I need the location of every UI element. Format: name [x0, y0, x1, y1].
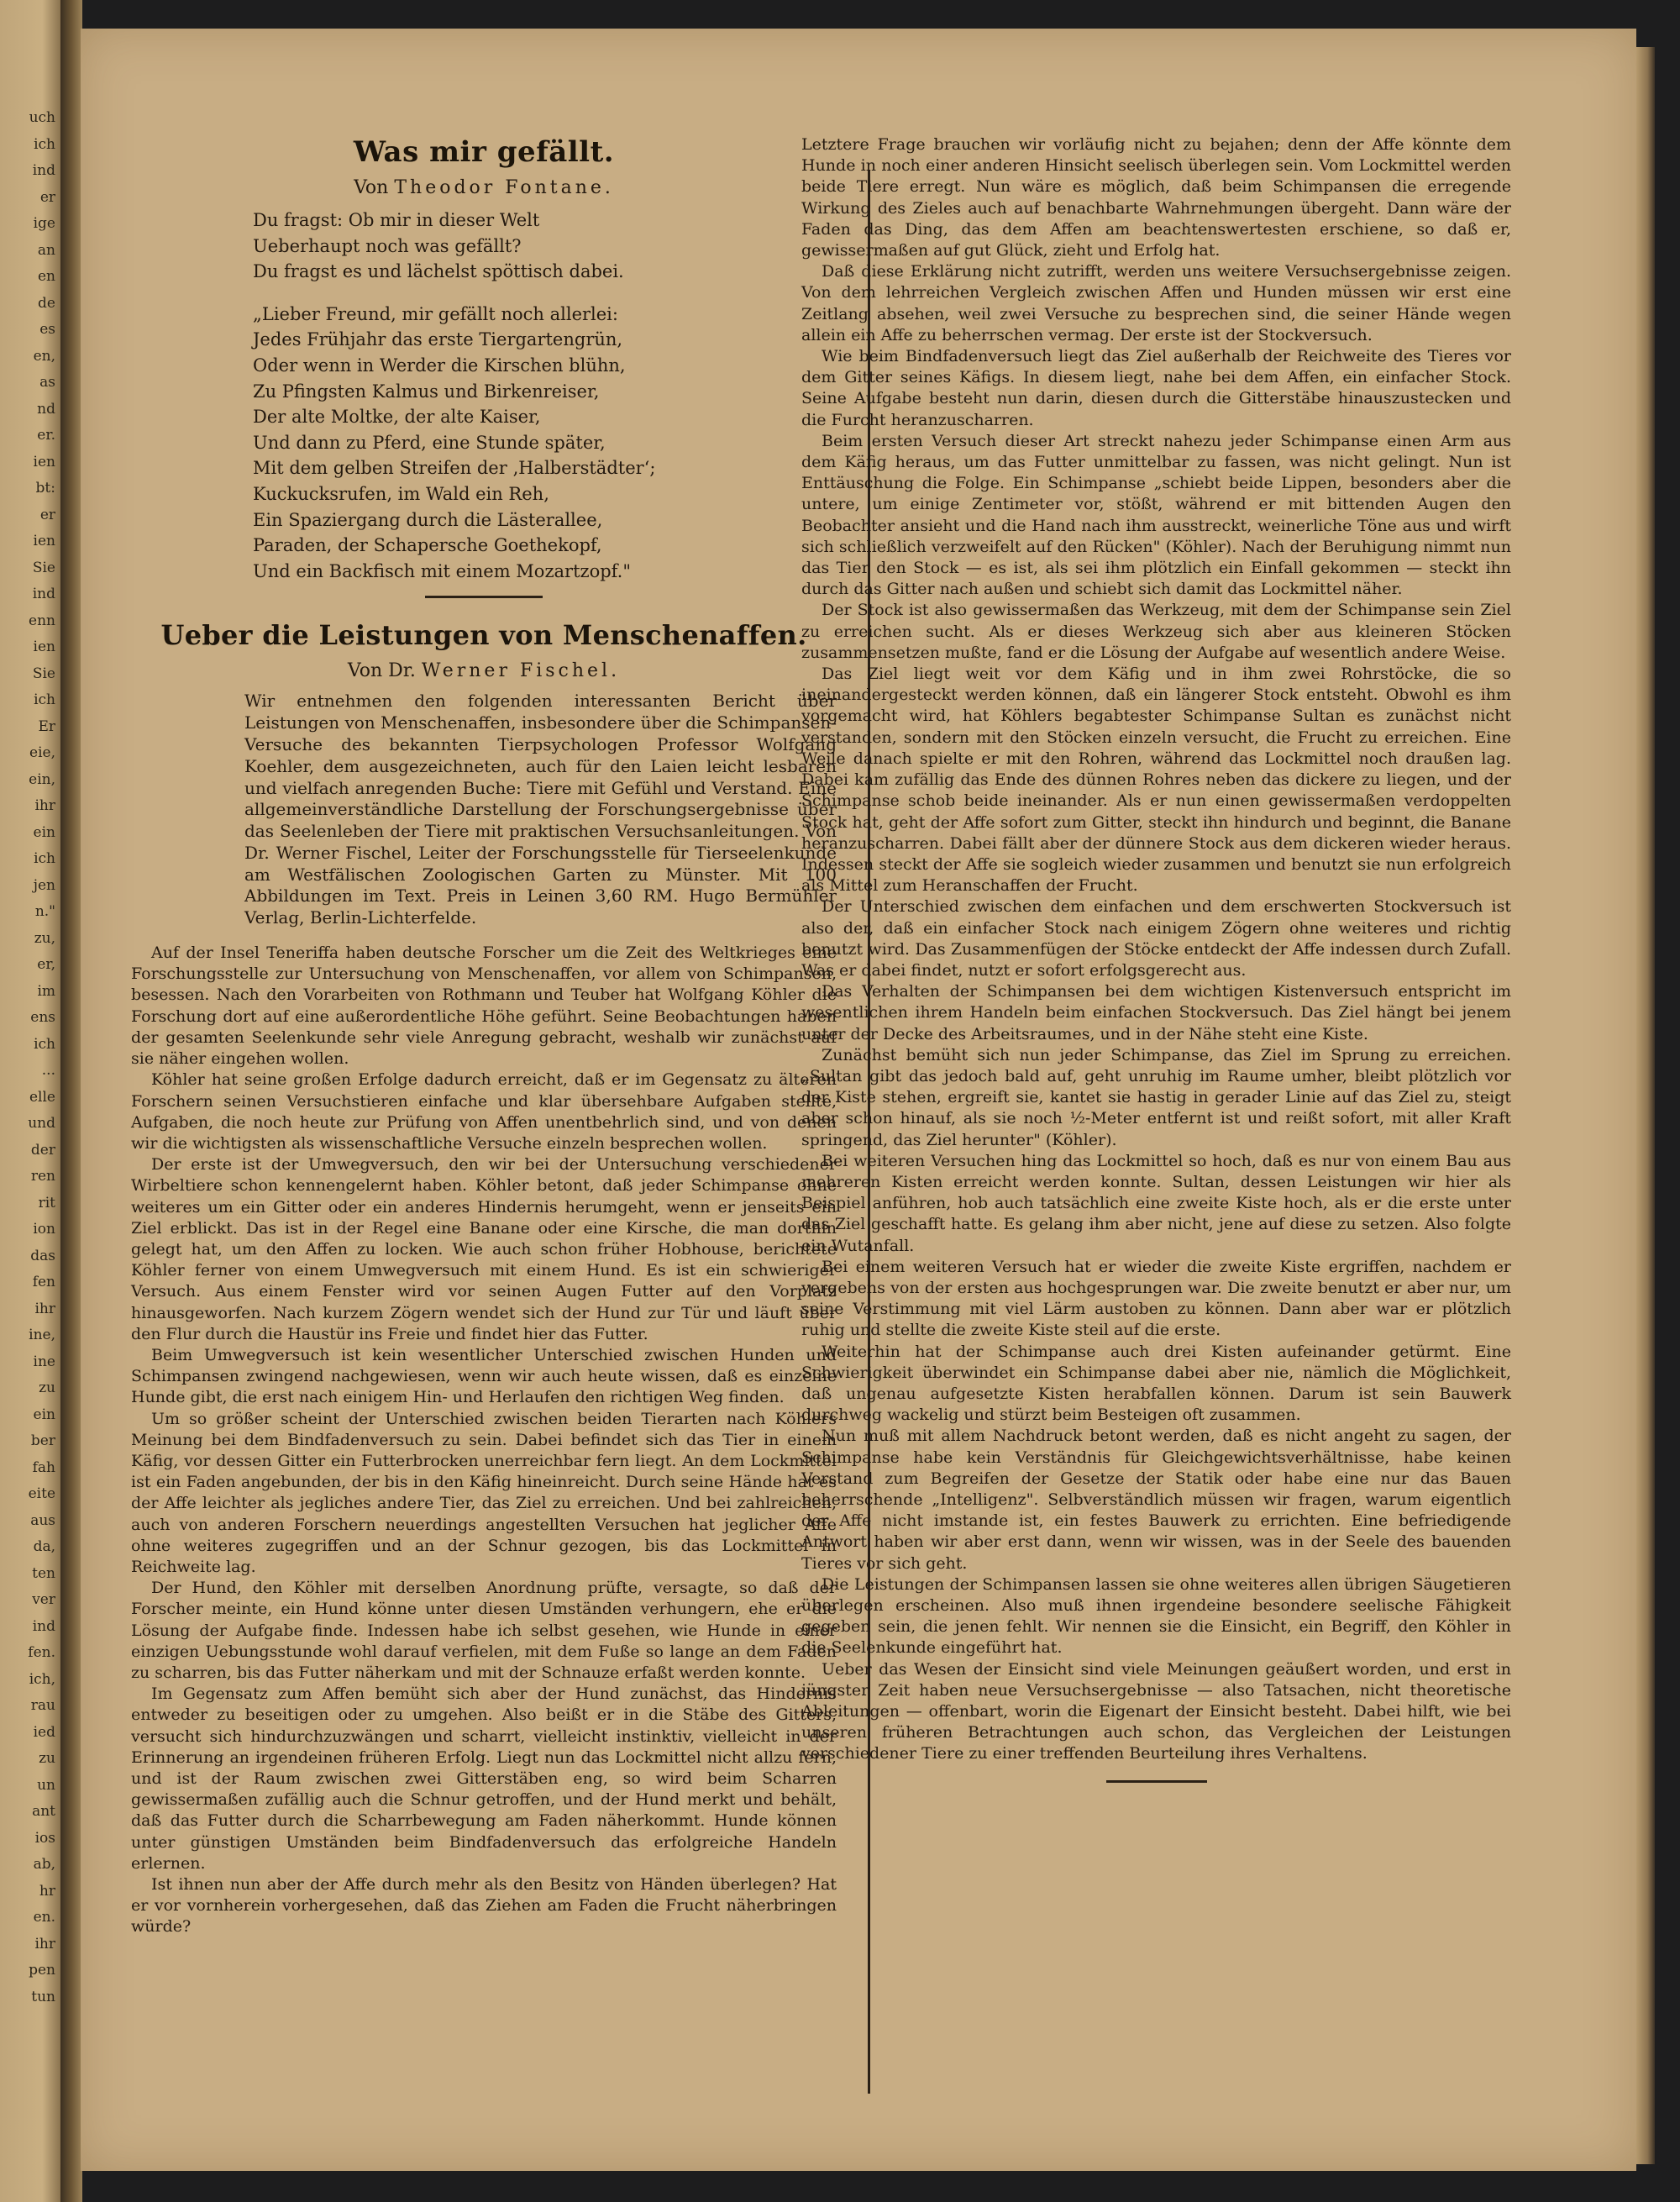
article-paragraph: Im Gegensatz zum Affen bemüht sich aber der Hund zunächst, das Hindernis entweder zu beseitigen oder zu umgehen. Also beißt er in die Stäbe des Gitters, versucht sich hindurchzuzwängen und scharrt, vielleicht instinktiv, vielleicht in der Erinnerung an irgendeinen früheren Erfolg. Liegt nun das Lockmittel nicht allzu fern, und ist der Raum zwischen zwei Gitterstäben eng, so wird beim Scharren gewissermaßen zufällig auch die Schnur getroffen, und der Hund merkt und behält, daß das Futter durch die Scharrbewegung am Faden näherkommt. Hunde können unter günstigen Umständen beim Bindfadenversuch das erfolgreiche Handeln erlernen.	[131, 1684, 837, 1873]
poem-line: Ein Spaziergang durch die Lästerallee,	[253, 509, 603, 530]
previous-page-fragment: ion	[33, 1221, 55, 1238]
poem-line: Du fragst: Ob mir in dieser Welt	[253, 210, 540, 230]
previous-page-fragment: nd	[37, 400, 55, 418]
previous-page-fragment: ich	[34, 1035, 55, 1053]
article-blurb: Wir entnehmen den folgenden interessanten Bericht über Leistungen von Menschenaffen, insbesondere über die Schimpansen-Versuche des bekannten Tierpsychologen Professor Wolfgang Koehler, dem ausgezeichneten, auch für den Laien leicht lesbaren und vielfach anregenden Buche: Tiere mit Gefühl und Verstand. Eine allgemeinverständliche Darstellung der Forschungsergebnisse über das Seelenleben der Tiere mit praktischen Versuchsanleitungen. Von Dr. Werner Fischel, Leiter der Forschungsstelle für Tierseelenkunde am Westfälischen Zoologischen Garten zu Münster. Mit 100 Abbildungen im Text. Preis in Leinen 3,60 RM. Hugo Bermühler Verlag, Berlin-Lichterfelde.	[244, 691, 837, 928]
previous-page-fragment: ich	[34, 691, 55, 708]
article-paragraph: Der Unterschied zwischen dem einfachen und dem erschwerten Stockversuch ist also der, daß ein einfacher Stock nach einigem Zögern ohne weiteres und richtig benutzt wird. Das Zusammenfügen der Stöcke entdeckt der Affe indessen durch Zufall. Was er dabei findet, nutzt er sofort erfolgsgerecht aus.	[801, 897, 1511, 980]
previous-page-fragment: ind	[32, 162, 55, 179]
article-paragraph: Bei einem weiteren Versuch hat er wieder die zweite Kiste ergriffen, nachdem er vergebens von der ersten aus hochgesprungen war. Die zweite benutzt er aber nur, um seine Verstimmung mit viel Lärm austoben zu können. Dann aber war er plötzlich ruhig und stellte die zweite Kiste steil auf die erste.	[801, 1257, 1511, 1340]
previous-page-fragment: ios	[34, 1829, 55, 1847]
previous-page-fragment: ber	[30, 1432, 55, 1449]
previous-page-fragment: fen	[32, 1274, 55, 1290]
article-paragraph: Das Ziel liegt weit vor dem Käfig und in ihm zwei Rohrstöcke, die so ineinandergesteckt werden können, daß ein längerer Stock entsteht. Obwohl es ihm vorgemacht wird, hat Köhlers begabtester Schimpanse Sultan es zunächst nicht verstanden, sondern mit den Stöcken einzeln versucht, die Frucht zu erreichen. Eine Weile danach spielte er mit den Rohren, während das Lockmittel noch draußen lag. Dabei kam zufällig das Ende des dünnen Rohres neben das dickere zu liegen, und der Schimpanse schob beide ineinander. Als er nun einen gewissermaßen verdoppelten Stock hat, geht der Affe sofort zum Gitter, steckt ihn hindurch und beginnt, die Banane heranzuscharren. Dabei fällt aber der dünnere Stock aus dem dickeren wieder heraus. Indessen steckt der Affe sie sogleich wieder zusammen und benutzt sie nun erfolgreich als Mittel zum Heranschaffen der Frucht.	[801, 665, 1511, 896]
poem-line: Oder wenn in Werder die Kirschen blühn,	[253, 355, 626, 376]
right-column	[801, 134, 1511, 1783]
article-paragraph: Ueber das Wesen der Einsicht sind viele Meinungen geäußert worden, und erst in jüngster Zeit haben neue Versuchsergebnisse — also Tatsachen, nicht theoretische Ableitungen — offenbart, worin die Eigenart der Einsicht besteht. Dabei hilft, wie bei unseren früheren Betrachtungen auch schon, das Vergleichen der Leistungen verschiedener Tiere zu einer treffenden Beurteilung ihres Verhaltens.	[801, 1659, 1511, 1763]
poem-line: Paraden, der Schapersche Goethekopf,	[253, 535, 602, 556]
previous-page-fragment: un	[37, 1776, 55, 1794]
article-author-name: Werner Fischel.	[421, 660, 621, 682]
article-end-separator	[1106, 1780, 1207, 1783]
previous-page-fragment: en,	[33, 347, 55, 365]
previous-page-fragment: ein	[33, 823, 55, 841]
poem-line: Der alte Moltke, der alte Kaiser,	[253, 407, 541, 428]
previous-page-fragment: tun	[31, 1988, 55, 2005]
article-paragraph: Zunächst bemüht sich nun jeder Schimpanse, das Ziel im Sprung zu erreichen. „Sultan gibt das jedoch bald auf, geht unruhig im Raume umher, bleibt plötzlich vor der Kiste stehen, ergreift sie, kantet sie hastig in gerader Linie auf das Ziel zu, steigt aber schon hinauf, als sie noch ½-Meter entfernt ist und reißt sofort, mit aller Kraft springend, das Ziel herunter" (Köhler).	[801, 1045, 1511, 1149]
poem-line: Und dann zu Pferd, eine Stunde später,	[253, 432, 606, 453]
previous-page-fragment: ens	[30, 1009, 55, 1026]
previous-page-fragment: bt:	[35, 480, 55, 497]
poem-title: Was mir gefällt.	[353, 135, 615, 169]
previous-page-fragment: n."	[34, 903, 55, 920]
previous-page-fragment: er.	[37, 427, 55, 444]
left-column	[131, 134, 837, 1938]
previous-page-fragment: ich,	[29, 1670, 55, 1688]
previous-page-fragment: ind	[32, 586, 55, 602]
article-paragraph: Bei weiteren Versuchen hing das Lockmittel so hoch, daß es nur von einem Bau aus mehreren Kisten erreicht werden konnte. Sultan, dessen Leistungen wir hier als Beispiel anführen, hob auch tatsächlich eine zweite Kiste hoch, als er die erste unter das Ziel geschafft hatte. Es gelang ihm aber nicht, jene auf diese zu setzen. Also folgte ein Wutanfall.	[801, 1151, 1511, 1255]
article-paragraph: Weiterhin hat der Schimpanse auch drei Kisten aufeinander getürmt. Eine Schwierigkeit überwindet ein Schimpanse dabei aber nie, nämlich die Möglichkeit, daß ungenau aufgesetzte Kisten herabfallen können. Darum ist sein Bauwerk durchweg wackelig und stürzt beim Besteigen oft zusammen.	[801, 1342, 1511, 1425]
previous-page-fragment: das	[30, 1247, 55, 1264]
previous-page-fragment: ver	[32, 1591, 55, 1608]
poem-line: Mit dem gelben Streifen der ‚Halberstädter‘;	[253, 458, 656, 479]
article-paragraph: Der Hund, den Köhler mit derselben Anordnung prüfte, versagte, so daß der Forscher meinte, ein Hund könne unter diesen Umständen verhungern, ehe er die Lösung der Aufgabe finde. Indessen habe ich selbst gesehen, wie Hunde in einer einzigen Uebungsstunde wohl darauf verfielen, mit dem Fuße so lange an dem Faden zu scharren, bis das Futter näherkam und mit der Schnauze erfaßt werden konnte.	[131, 1579, 837, 1682]
previous-page-fragment: er	[39, 506, 55, 523]
article-paragraph: Um so größer scheint der Unterschied zwischen beiden Tierarten nach Köhlers Meinung bei dem Bindfadenversuch zu sein. Dabei befindet sich das Tier in einem Käfig, vor dessen Gitter ein Futterbrocken unerreichbar fern liegt. An dem Lockmittel ist ein Faden angebunden, der bis in den Käfig hineinreicht. Durch seine Hände hat es der Affe leichter als jegliches andere Tier, das Ziel zu erreichen. Und bei zahlreichen, auch von anderen Forschern neuerdings angestellten Versuchen hat jeglicher Affe ohne weiteres zugegriffen und an der Schnur gezogen, bis das Lockmittel in Reichweite lag.	[131, 1409, 837, 1576]
poem-author-prefix: Von	[354, 177, 389, 198]
previous-page-fragment: ihr	[34, 1300, 55, 1317]
page-right-edge	[1636, 47, 1655, 2164]
previous-page-fragment: zu	[39, 1380, 55, 1396]
previous-page-fragment: fen.	[28, 1644, 55, 1661]
previous-page-fragment: ein,	[29, 770, 55, 788]
poem-line: Ueberhaupt noch was gefällt?	[253, 235, 522, 256]
poem-line: „Lieber Freund, mir gefällt noch allerlei:	[253, 303, 618, 324]
previous-page-fragment: ige	[33, 215, 55, 232]
previous-page-fragment: ine,	[29, 1327, 55, 1343]
poem-line: Du fragst es und lächelst spöttisch dabei.	[253, 261, 624, 282]
previous-page-fragment: an	[37, 241, 55, 259]
previous-page-fragment: ab,	[33, 1856, 55, 1873]
previous-page-fragment: es	[39, 321, 55, 338]
newspaper-page	[81, 29, 1636, 2171]
previous-page-fragment: rit	[38, 1194, 55, 1211]
previous-page-fragment: ien	[33, 533, 55, 549]
previous-page-fragment: en.	[33, 1909, 55, 1926]
previous-page-fragment: im	[37, 982, 55, 1000]
article-paragraph: Der erste ist der Umwegversuch, den wir bei der Untersuchung verschiedener Wirbeltiere schon kennengelernt haben. Köhler betont, daß jeder Schimpanse ohne weiteres um ein Gitter oder ein anderes Hindernis herumgeht, wenn er jenseits ein Ziel erblickt. Das ist in der Regel eine Banane oder eine Kirsche, die man dorthin gelegt hat, um den Affen zu locken. Wie auch schon früher Hobhouse, berichtete Köhler ferner von einem Umwegversuch mit einem Hund. Es ist ein schwieriger Versuch. Aus einem Fenster wird vor seinen Augen Futter auf den Vorplatz hinausgeworfen. Nach kurzem Zögern wendet sich der Hund zur Tür und läuft über den Flur durch die Haustür ins Freie und findet hier das Futter.	[131, 1155, 837, 1343]
previous-page-fragment: der	[30, 1141, 55, 1159]
previous-page-fragment: ein	[33, 1406, 55, 1423]
previous-page-fragment: elle	[29, 1088, 55, 1106]
previous-page-fragment: ien	[33, 453, 55, 470]
previous-page-fragment: uch	[29, 109, 55, 126]
article-paragraph: Köhler hat seine großen Erfolge dadurch erreicht, daß er im Gegensatz zu älteren Forschern seinen Versuchstieren einfache und klar übersehbare Aufgaben stellte, Aufgaben, die noch heute zur Prüfung von Affen unentbehrlich sind, und von denen wir die wichtigsten als wissenschaftliche Versuche einzeln besprechen wollen.	[131, 1070, 837, 1153]
previous-page-fragment: as	[39, 374, 55, 391]
previous-page-fragment: eite	[28, 1485, 55, 1502]
article-paragraph: Letztere Frage brauchen wir vorläufig nicht zu bejahen; denn der Affe könnte dem Hunde in noch einer anderen Hinsicht seelisch überlegen sein. Vom Lockmittel werden beide Tiere erregt. Nun wäre es möglich, daß beim Schimpansen die erregende Wirkung des Zieles auch auf benachbarte Wahrnehmungen übergeht. Dann wäre der Faden das Ding, das dem Affen am beachtenswertesten erschiene, so daß er, gewissermaßen auf gut Glück, zieht und Erfolg hat.	[801, 135, 1511, 260]
previous-page-fragment: zu,	[34, 929, 55, 947]
article-paragraph: Nun muß mit allem Nachdruck betont werden, daß es nicht angeht zu sagen, der Schimpanse habe kein Verständnis für Gleichgewichtsverhältnisse, habe keinen Verstand zum Begreifen der Gesetze der Statik oder habe eine nur das Bauen beherrschende „Intelligenz". Selbverständlich müssen wir fragen, warum eigentlich der Affe nicht imstande ist, ein festes Bauwerk zu errichten. Eine befriedigende Antwort haben wir aber erst dann, wenn wir wissen, was in der Seele des bauenden Tieres vor sich geht.	[801, 1427, 1511, 1573]
article-paragraph: Beim ersten Versuch dieser Art streckt nahezu jeder Schimpanse einen Arm aus dem Käfig heraus, um das Futter unmittelbar zu fassen, was nicht gelingt. Nun ist Enttäuschung die Folge. Ein Schimpanse „schiebt beide Lippen, besonders aber die untere, um einige Zentimeter vor, stößt, während er mit bittenden Augen den Beobachter ansieht und die Hand nach ihm ausstreckt, weinerliche Töne aus und wirft sich schließlich verzweifelt auf den Rücken" (Köhler). Nach der Beruhigung nimmt nun das Tier den Stock — es ist, als sei ihm plötzlich ein Einfall gekommen — steckt ihn durch das Gitter nach außen und schiebt sich damit das Lockmittel näher.	[801, 431, 1511, 599]
previous-page-fragment: aus	[30, 1511, 55, 1529]
previous-page-fragment: Sie	[32, 665, 55, 682]
previous-page-fragment: und	[28, 1115, 55, 1132]
previous-page-fragment: de	[38, 294, 55, 312]
article-author-prefix: Von Dr.	[347, 660, 416, 682]
article-title: Ueber die Leistungen von Menschenaffen.	[160, 619, 807, 652]
poem-line: Kuckucksrufen, im Wald ein Reh,	[253, 483, 549, 504]
previous-page-fragment: ant	[32, 1803, 55, 1820]
previous-page-fragment: ind	[32, 1617, 55, 1635]
article-author	[131, 657, 837, 686]
book-spine	[60, 0, 82, 2202]
poem-line: Und ein Backfisch mit einem Mozartzopf."	[253, 560, 632, 581]
previous-page-fragment: ten	[32, 1564, 55, 1582]
previous-page-fragment: ihr	[34, 1935, 55, 1952]
previous-page-fragment: Er	[38, 717, 55, 735]
poem-author-name: Theodor Fontane.	[394, 177, 614, 198]
previous-page-fragment: enn	[29, 612, 55, 629]
previous-page-fragment: ine	[33, 1353, 55, 1370]
poem-author	[131, 174, 837, 202]
previous-page-fragment: ien	[33, 639, 55, 655]
article-body-right	[801, 134, 1511, 1765]
previous-page-fragment: en	[37, 268, 55, 285]
article-paragraph: Der Stock ist also gewissermaßen das Werkzeug, mit dem der Schimpanse sein Ziel zu erreichen sucht. Als er dieses Werkzeug sich aber aus kleineren Stöcken zusammensetzen mußte, fand er die Lösung der Aufgabe auf wesentlich andere Weise.	[801, 601, 1511, 662]
poem-separator	[425, 596, 543, 598]
article-paragraph: Wie beim Bindfadenversuch liegt das Ziel außerhalb der Reichweite des Tieres vor dem Gitter seines Käfigs. In diesem liegt, nahe bei dem Affen, ein einfacher Stock. Seine Aufgabe besteht nun darin, diesen durch die Gitterstäbe hinauszustecken und die Furcht heranzuscharren.	[801, 347, 1511, 429]
article-paragraph: Beim Umwegversuch ist kein wesentlicher Unterschied zwischen Hunden und Schimpansen zwingend nachgewiesen, wenn wir auch heute wissen, daß es einzelne Hunde gibt, die erst nach einigem Hin- und Herlaufen den richtigen Weg finden.	[131, 1345, 837, 1407]
previous-page-fragment: er,	[37, 956, 55, 973]
previous-page-fragment: fah	[32, 1458, 55, 1476]
previous-page-fragment: Sie	[32, 559, 55, 576]
previous-page-edge	[0, 0, 60, 2202]
previous-page-fragment: zu	[39, 1750, 55, 1767]
previous-page-fragment: da,	[33, 1538, 55, 1555]
previous-page-fragment: ich	[34, 135, 55, 153]
article-paragraph: Auf der Insel Teneriffa haben deutsche Forscher um die Zeit des Weltkrieges eine Forschungsstelle zur Untersuchung von Menschenaffen, vor allem von Schimpansen, besessen. Nach den Vorarbeiten von Rothmann und Teuber hat Wolfgang Köhler die Forschung dort auf eine außerordentliche Höhe geführt. Seine Beobachtungen haben der gesamten Seelenkunde sehr viele Anregung gebracht, weshalb wir zunächst auf sie näher eingehen wollen.	[131, 943, 837, 1069]
previous-page-fragment: ich	[34, 850, 55, 867]
poem-line: Zu Pfingsten Kalmus und Birkenreiser,	[253, 381, 600, 402]
previous-page-fragment: ied	[33, 1723, 55, 1741]
stanza-gap	[253, 285, 837, 302]
article-paragraph: Das Verhalten der Schimpansen bei dem wichtigen Kistenversuch entspricht im wesentlichen ihrem Handeln beim einfachen Stockversuch. Das Ziel hängt bei jenem unter der Decke des Arbeitsraumes, und in der Nähe steht eine Kiste.	[801, 982, 1511, 1043]
article-body-left	[131, 943, 837, 1938]
article-paragraph: Ist ihnen nun aber der Affe durch mehr als den Besitz von Händen überlegen? Hat er vor vornherein vorhergesehen, daß das Ziehen am Faden die Frucht näherbringen würde?	[131, 1875, 837, 1937]
previous-page-fragment: hr	[39, 1882, 55, 1900]
poem-text	[253, 208, 837, 584]
article-paragraph: Die Leistungen der Schimpansen lassen sie ohne weiteres allen übrigen Säugetieren überlegen erscheinen. Also muß ihnen irgendeine besondere seelische Fähigkeit gegeben sein, die jenen fehlt. Wir nennen sie die Einsicht, ein Begriff, den Köhler in die Seelenkunde eingeführt hat.	[801, 1574, 1511, 1658]
previous-page-fragment: eie,	[29, 744, 55, 761]
previous-page-fragment: jen	[33, 876, 55, 894]
article-paragraph: Daß diese Erklärung nicht zutrifft, werden uns weitere Versuchsergebnisse zeigen. Von dem lehrreichen Vergleich zwischen Affen und Hunden müssen wir erst eine Zeitlang absehen, weil zwei Versuche zu besprechen sind, die seiner Hände wegen allein ein Affe zu beherrschen vermag. Der erste ist der Stockversuch.	[801, 262, 1511, 344]
previous-page-fragment: ren	[30, 1168, 55, 1185]
previous-page-fragment: ihr	[34, 797, 55, 814]
previous-page-fragment: pen	[29, 1962, 55, 1979]
poem-line: Jedes Frühjahr das erste Tiergartengrün,	[253, 329, 623, 350]
previous-page-fragment: ...	[41, 1062, 55, 1079]
previous-page-fragment: rau	[30, 1697, 55, 1714]
previous-page-fragment: er	[39, 188, 55, 206]
